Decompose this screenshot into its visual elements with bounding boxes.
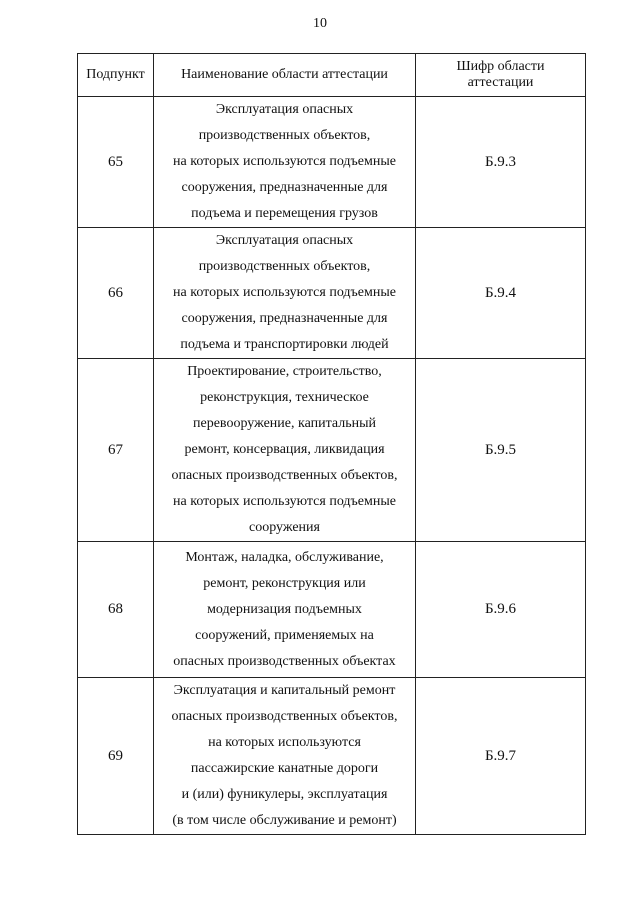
name-line: производственных объектов, bbox=[198, 128, 371, 143]
row-area-name bbox=[154, 228, 416, 359]
name-line: и (или) фуникулеры, эксплуатация bbox=[181, 787, 388, 802]
row-area-name bbox=[154, 678, 416, 835]
name-line: Монтаж, наладка, обслуживание, bbox=[185, 549, 384, 565]
name-line: реконструкция, техническое bbox=[200, 390, 369, 405]
header-area-code-line1: Шифр области bbox=[456, 59, 545, 74]
page-number: 10 bbox=[313, 16, 327, 31]
name-line: опасных производственных объектах bbox=[173, 653, 396, 669]
row-area-code: Б.9.7 bbox=[416, 678, 586, 835]
name-line: на которых используются подъемные bbox=[173, 154, 396, 169]
name-line: пассажирские канатные дороги bbox=[190, 761, 379, 776]
table-row bbox=[78, 97, 586, 228]
name-line: Эксплуатация опасных bbox=[215, 102, 354, 117]
table-row bbox=[78, 542, 586, 678]
name-line: подъема и перемещения грузов bbox=[191, 206, 378, 221]
row-area-code: Б.9.3 bbox=[416, 97, 586, 228]
attestation-table bbox=[77, 53, 586, 835]
row-number: 67 bbox=[78, 359, 154, 542]
row-area-code: Б.9.4 bbox=[416, 228, 586, 359]
name-line: производственных объектов, bbox=[198, 259, 371, 274]
name-line: на которых используются подъемные bbox=[173, 285, 396, 300]
name-line: Эксплуатация опасных bbox=[215, 233, 354, 248]
header-subitem: Подпункт bbox=[78, 54, 154, 97]
name-line: подъема и транспортировки людей bbox=[180, 337, 389, 352]
name-line: опасных производственных объектов, bbox=[171, 709, 398, 724]
name-line: на которых используются bbox=[208, 735, 361, 750]
name-line: (в том числе обслуживание и ремонт) bbox=[172, 813, 397, 828]
row-number: 65 bbox=[78, 97, 154, 228]
name-line: сооружений, применяемых на bbox=[195, 627, 374, 643]
row-number: 69 bbox=[78, 678, 154, 835]
row-area-name bbox=[154, 542, 416, 678]
name-line: сооружения, предназначенные для bbox=[181, 311, 388, 326]
header-area-code-line2: аттестации bbox=[467, 75, 534, 90]
table-row bbox=[78, 678, 586, 835]
table-header-row bbox=[78, 54, 586, 97]
header-area-name: Наименование области аттестации bbox=[154, 54, 416, 97]
row-area-code: Б.9.6 bbox=[416, 542, 586, 678]
name-line: ремонт, консервация, ликвидация bbox=[184, 442, 385, 457]
table-row bbox=[78, 228, 586, 359]
name-line: сооружения bbox=[249, 520, 320, 535]
row-area-code: Б.9.5 bbox=[416, 359, 586, 542]
name-line: перевооружение, капитальный bbox=[193, 416, 376, 431]
name-line: на которых используются подъемные bbox=[173, 494, 396, 509]
name-line: сооружения, предназначенные для bbox=[181, 180, 388, 195]
row-area-name bbox=[154, 97, 416, 228]
header-area-code bbox=[416, 54, 586, 97]
row-area-name bbox=[154, 359, 416, 542]
name-line: Проектирование, строительство, bbox=[187, 364, 382, 379]
name-line: модернизация подъемных bbox=[207, 601, 362, 617]
table-row bbox=[78, 359, 586, 542]
row-number: 68 bbox=[78, 542, 154, 678]
name-line: опасных производственных объектов, bbox=[171, 468, 398, 483]
name-line: Эксплуатация и капитальный ремонт bbox=[173, 683, 396, 698]
row-number: 66 bbox=[78, 228, 154, 359]
name-line: ремонт, реконструкция или bbox=[203, 575, 366, 591]
